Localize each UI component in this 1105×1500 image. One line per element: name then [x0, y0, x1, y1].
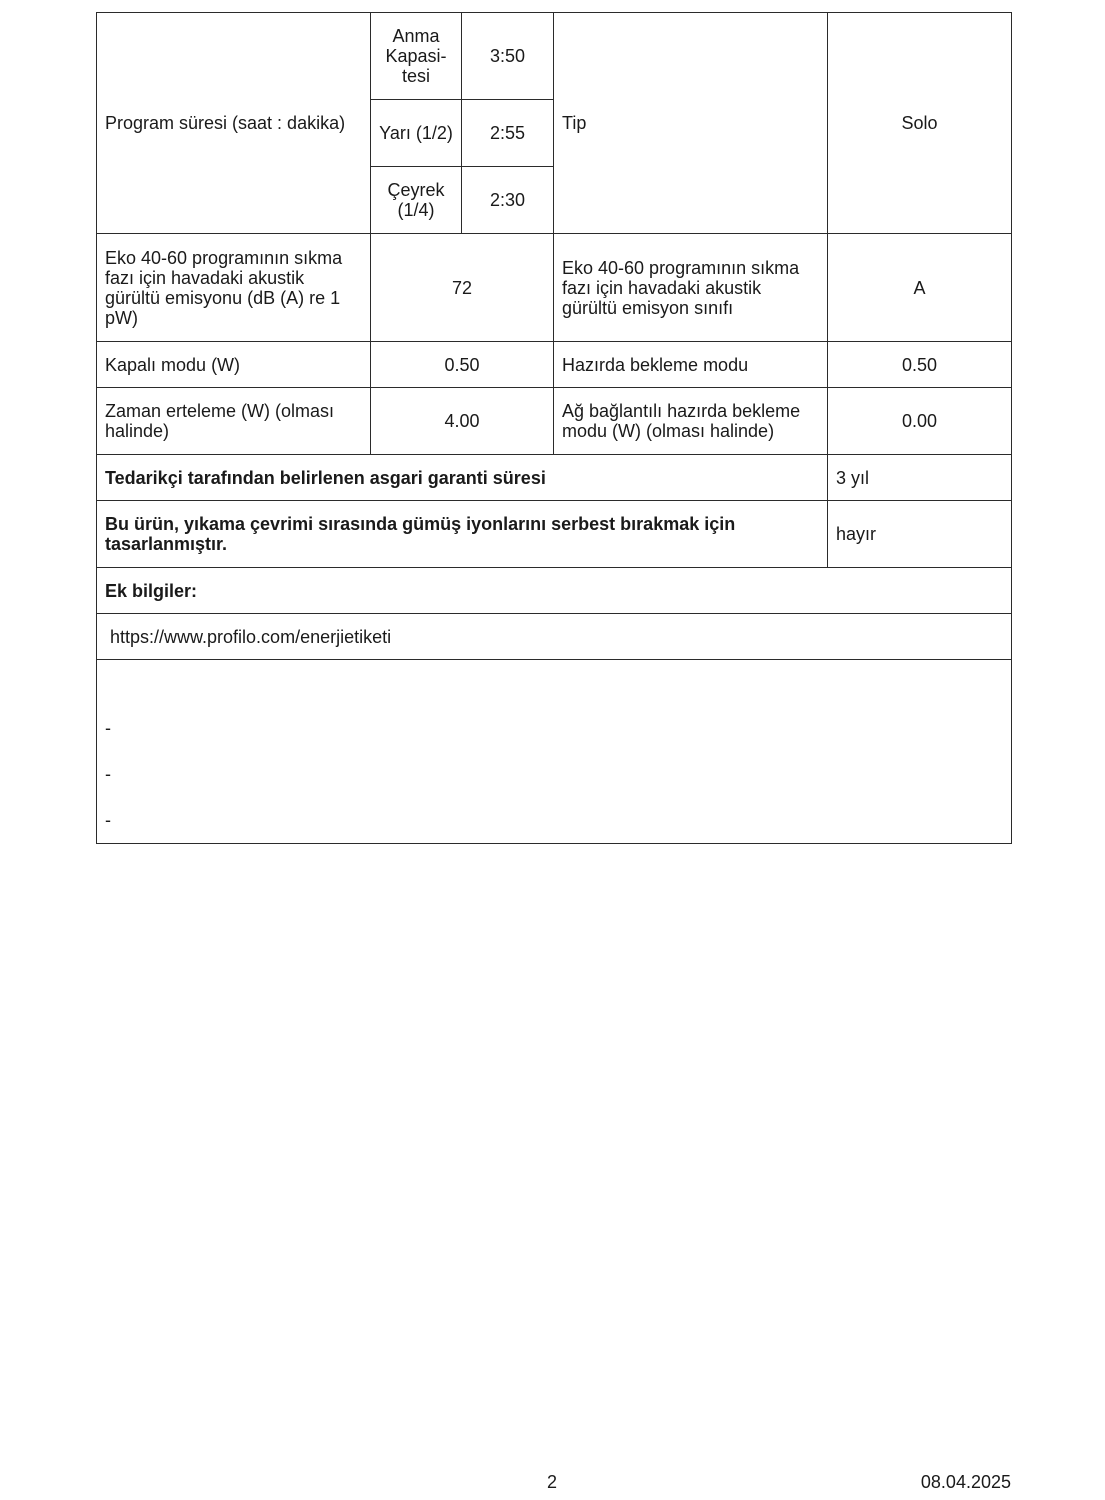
program-half-label: Yarı (1/2) — [371, 100, 462, 167]
standby-value: 0.50 — [828, 342, 1012, 388]
noise-emission-label: Eko 40-60 programının sıkma fazı için havadaki akustik gürültü emisyonu (dB (A) re 1 pW) — [97, 234, 371, 342]
extra-info-url: https://www.profilo.com/enerjietiketi — [97, 614, 1012, 660]
off-mode-value: 0.50 — [371, 342, 554, 388]
noise-class-label: Eko 40-60 programının sıkma fazı için havadaki akustik gürültü emisyon sınıfı — [554, 234, 828, 342]
noise-class-value: A — [828, 234, 1012, 342]
network-standby-value: 0.00 — [828, 388, 1012, 455]
noise-emission-value: 72 — [371, 234, 554, 342]
silver-ions-label: Bu ürün, yıkama çevrimi sırasında gümüş iyonlarını serbest bırakmak için tasarlanmıştır. — [97, 501, 828, 568]
off-mode-label: Kapalı modu (W) — [97, 342, 371, 388]
note-dash: - — [105, 764, 111, 784]
document-date: 08.04.2025 — [920, 1472, 1011, 1492]
program-duration-label: Program süresi (saat : dakika) — [97, 13, 371, 234]
program-rated-value: 3:50 — [462, 13, 554, 100]
network-standby-label: Ağ bağlantılı hazırda bekleme modu (W) (olması halinde) — [554, 388, 828, 455]
delay-start-value: 4.00 — [371, 388, 554, 455]
warranty-label: Tedarikçi tarafından belirlenen asgari garanti süresi — [97, 455, 828, 501]
note-dash: - — [105, 810, 111, 830]
page-number: 2 — [546, 1472, 557, 1492]
program-rated-label: Anma Kapasi-tesi — [371, 13, 462, 100]
product-info-table — [96, 12, 1012, 844]
program-quarter-label: Çeyrek (1/4) — [371, 167, 462, 234]
standby-label: Hazırda bekleme modu — [554, 342, 828, 388]
extra-info-notes — [97, 660, 1012, 844]
silver-ions-value: hayır — [828, 501, 1012, 568]
type-label: Tip — [554, 13, 828, 234]
delay-start-label: Zaman erteleme (W) (olması halinde) — [97, 388, 371, 455]
warranty-value: 3 yıl — [828, 455, 1012, 501]
note-dash: - — [105, 718, 111, 738]
extra-info-label: Ek bilgiler: — [97, 568, 1012, 614]
program-half-value: 2:55 — [462, 100, 554, 167]
type-value: Solo — [828, 13, 1012, 234]
program-quarter-value: 2:30 — [462, 167, 554, 234]
